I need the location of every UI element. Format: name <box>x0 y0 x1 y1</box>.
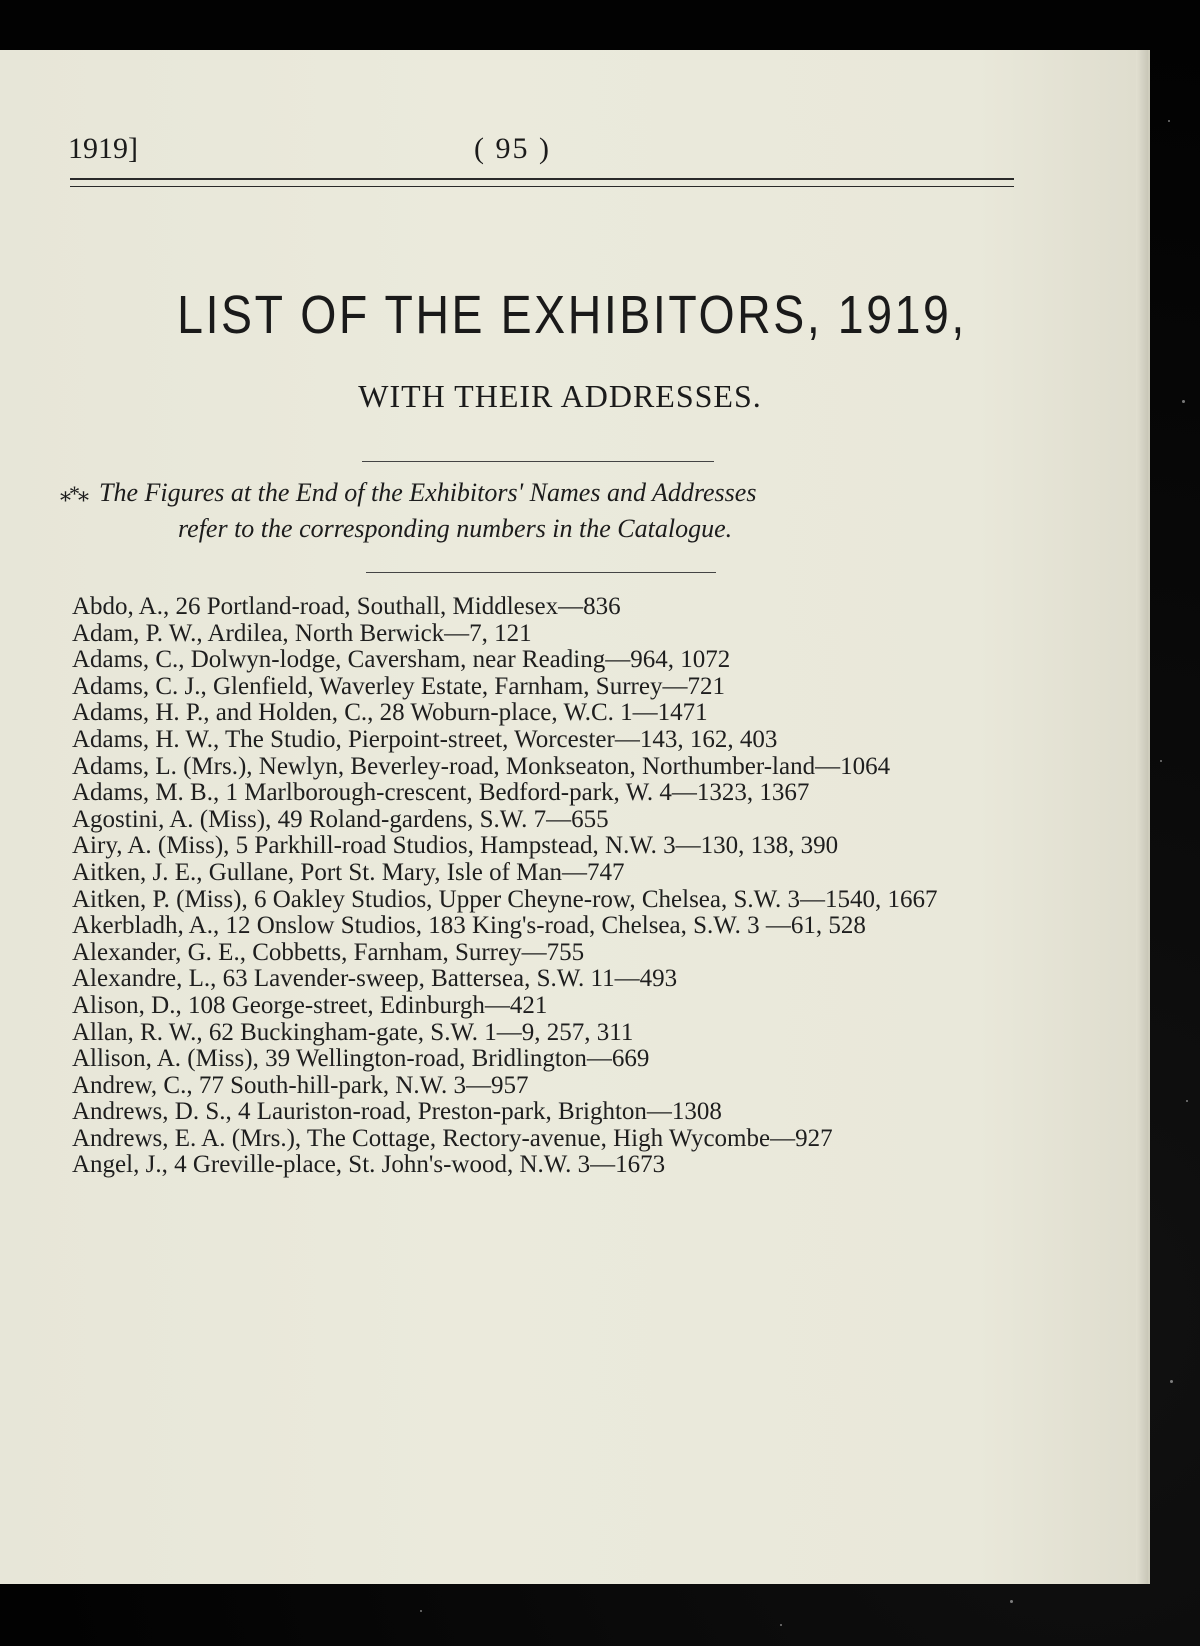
page-subtitle: WITH THEIR ADDRESSES. <box>358 378 762 414</box>
list-item: Andrew, C., 77 South-hill-park, N.W. 3—957 <box>72 1071 529 1099</box>
dust-speck <box>1186 1100 1188 1102</box>
list-item: Aitken, J. E., Gullane, Port St. Mary, Isle of Man—747 <box>72 858 625 886</box>
exhibitor-list <box>72 594 1012 1179</box>
dust-speck <box>1170 1380 1173 1383</box>
book-page <box>0 50 1148 1584</box>
note-line-2: refer to the corresponding numbers in the Catalogue. <box>178 514 733 543</box>
list-item: Adams, L. (Mrs.), Newlyn, Beverley-road, Monkseaton, Northumber-land—1064 <box>72 752 891 780</box>
list-item: Abdo, A., 26 Portland-road, Southall, Middlesex—836 <box>72 593 621 620</box>
header-double-rule <box>70 178 1014 187</box>
dust-speck <box>1168 120 1170 122</box>
list-item: Agostini, A. (Miss), 49 Roland-gardens, S.W. 7—655 <box>72 805 609 833</box>
list-item: Airy, A. (Miss), 5 Parkhill-road Studios, Hampstead, N.W. 3—130, 138, 390 <box>72 832 839 860</box>
asterism-icon: ⁎*⁎ <box>60 481 87 506</box>
divider-rule <box>366 572 716 573</box>
list-item: Allan, R. W., 62 Buckingham-gate, S.W. 1—9, 257, 311 <box>72 1018 634 1046</box>
dust-speck <box>420 1610 422 1612</box>
list-item: Andrews, E. A. (Mrs.), The Cottage, Rectory-avenue, High Wycombe—927 <box>72 1124 833 1152</box>
list-item: Alexandre, L., 63 Lavender-sweep, Battersea, S.W. 11—493 <box>72 965 678 993</box>
list-item: Adams, M. B., 1 Marlborough-crescent, Bedford-park, W. 4—1323, 1367 <box>72 779 810 807</box>
dust-speck <box>1160 760 1162 762</box>
list-item: Adams, H. P., and Holden, C., 28 Woburn-place, W.C. 1—1471 <box>72 699 708 727</box>
list-item: Adams, H. W., The Studio, Pierpoint-street, Worcester—143, 162, 403 <box>72 725 778 753</box>
list-item: Akerbladh, A., 12 Onslow Studios, 183 King's-road, Chelsea, S.W. 3 —61, 528 <box>72 912 866 940</box>
dust-speck <box>780 1624 782 1626</box>
list-item: Alison, D., 108 George-street, Edinburgh—421 <box>72 991 548 1019</box>
running-header <box>68 132 1014 172</box>
page-number: ( 95 ) <box>474 132 551 165</box>
list-item: Adam, P. W., Ardilea, North Berwick—7, 121 <box>72 619 532 647</box>
list-item: Allison, A. (Miss), 39 Wellington-road, Bridlington—669 <box>72 1045 650 1073</box>
list-item: Angel, J., 4 Greville-place, St. John's-wood, N.W. 3—1673 <box>72 1151 666 1179</box>
page-edge <box>1136 50 1148 1584</box>
list-item: Andrews, D. S., 4 Lauriston-road, Preston-park, Brighton—1308 <box>72 1098 722 1126</box>
list-item: Adams, C., Dolwyn-lodge, Caversham, near Reading—964, 1072 <box>72 646 731 674</box>
list-item: Aitken, P. (Miss), 6 Oakley Studios, Upper Cheyne-row, Chelsea, S.W. 3—1540, 1667 <box>72 885 938 913</box>
list-item: Adams, C. J., Glenfield, Waverley Estate, Farnham, Surrey—721 <box>72 672 725 700</box>
note-text-1: The Figures at the End of the Exhibitors' Names and Addresses <box>99 478 757 507</box>
dust-speck <box>1182 400 1185 403</box>
page-title: LIST OF THE EXHIBITORS, 1919, <box>177 285 967 345</box>
dust-speck <box>1010 1600 1013 1603</box>
header-year: 1919] <box>68 132 138 165</box>
note-line-1 <box>60 474 756 513</box>
divider-rule <box>362 461 714 462</box>
list-item: Alexander, G. E., Cobbetts, Farnham, Surrey—755 <box>72 938 585 966</box>
